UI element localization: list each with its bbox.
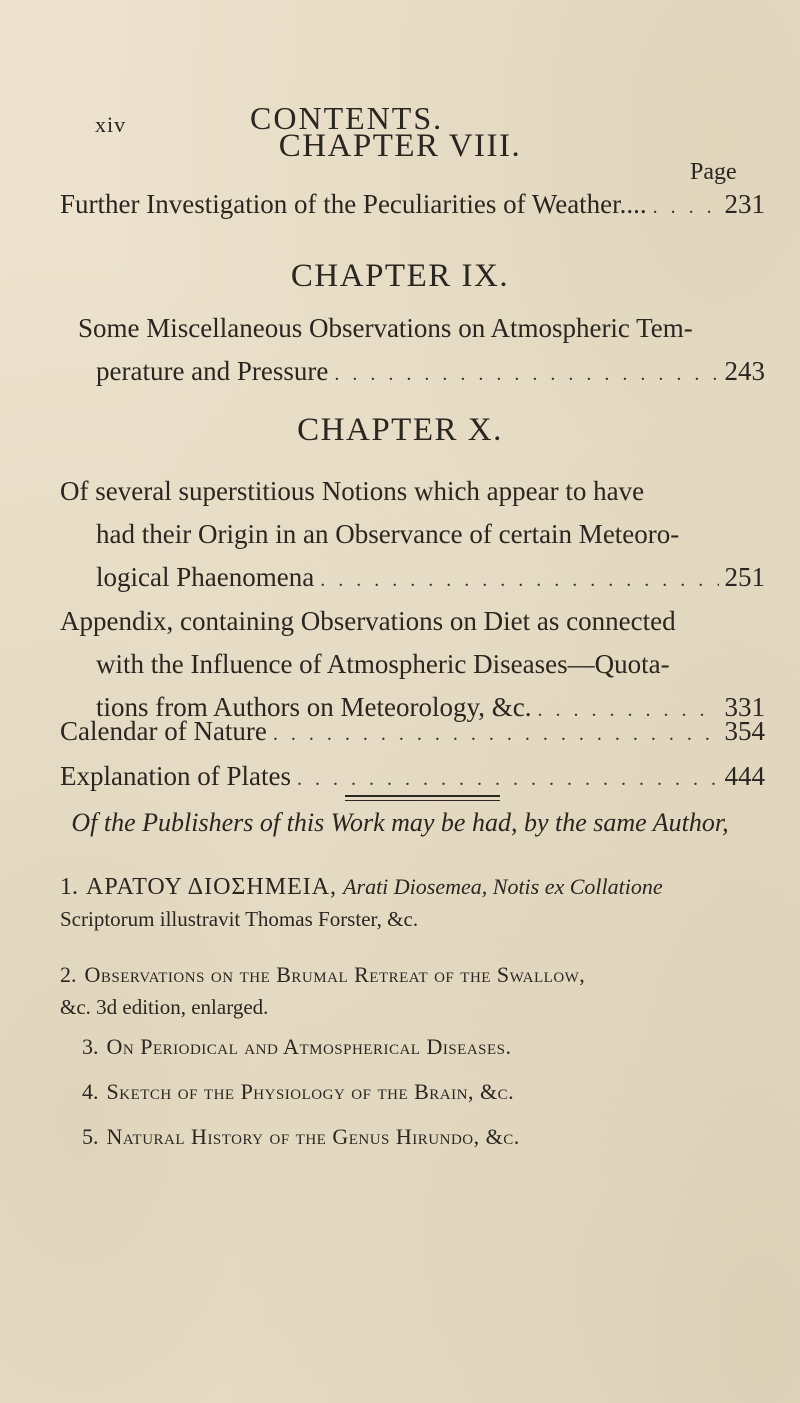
work-title: ΑΡΑΤΟΥ ΔΙΟΣΗΜΕΙΑ,	[86, 874, 338, 900]
work-title: Observations on the Brumal Retreat of the Swallow,	[84, 962, 586, 987]
work-subtitle-cont: &c. 3d edition, enlarged.	[60, 995, 269, 1019]
chapter-heading-ix: CHAPTER IX.	[290, 258, 510, 294]
toc-page-number: 251	[724, 562, 765, 592]
toc-entry-text: with the Influence of Atmospheric Diseases—Quota-	[96, 649, 670, 679]
page-folio: xiv	[95, 112, 127, 137]
toc-entry-calendar-of-nature[interactable]	[60, 710, 765, 756]
work-item-periodical-diseases	[82, 1030, 800, 1064]
toc-entry-text: Appendix, containing Observations on Diet as connected	[60, 606, 676, 636]
work-number: 4.	[82, 1079, 99, 1104]
work-item-arati	[60, 870, 780, 934]
work-number: 5.	[82, 1124, 99, 1149]
page-column-label: Page	[690, 159, 737, 185]
toc-entry-atmospheric-temperature[interactable]	[60, 307, 765, 396]
work-subtitle-cont: Scriptorum illustravit Thomas Forster, &c.	[60, 907, 419, 931]
toc-page-number: 331	[724, 692, 765, 722]
work-title: Sketch of the Physiology of the Brain, &c.	[106, 1079, 515, 1104]
work-title: On Periodical and Atmospherical Diseases.	[106, 1034, 512, 1059]
toc-entry-text: logical Phaenomena	[96, 562, 315, 592]
dot-leader	[334, 353, 718, 396]
toc-entry-text: Of several superstitious Notions which appear to have	[60, 476, 645, 506]
toc-entry-text: Calendar of Nature	[60, 716, 267, 746]
toc-page-number: 354	[724, 716, 765, 746]
work-item-swallow	[60, 958, 780, 1022]
toc-entry-text: Explanation of Plates	[60, 761, 291, 791]
dot-leader	[320, 559, 718, 602]
toc-entry-text: Further Investigation of the Peculiarities of Weather....	[60, 189, 647, 219]
publishers-note: Of the Publishers of this Work may be had, by the same Author,	[71, 808, 729, 837]
section-divider	[345, 795, 500, 801]
chapter-heading-viii: CHAPTER VIII.	[278, 128, 522, 164]
toc-entry-text: tions from Authors on Meteorology, &c.	[96, 692, 532, 722]
work-number: 3.	[82, 1034, 99, 1059]
toc-entry-weather-peculiarities[interactable]	[60, 183, 765, 229]
toc-entry-text: had their Origin in an Observance of certain Meteoro-	[96, 519, 680, 549]
toc-page-number: 444	[724, 761, 765, 791]
toc-page-number: 243	[724, 356, 765, 386]
toc-entry-text: perature and Pressure	[96, 356, 329, 386]
toc-page-number: 231	[724, 189, 765, 219]
work-number: 1.	[60, 874, 78, 900]
work-item-genus-hirundo	[82, 1120, 800, 1154]
work-number: 2.	[60, 962, 77, 987]
toc-entry-text: Some Miscellaneous Observations on Atmospheric Tem-	[78, 313, 693, 343]
work-title: Natural History of the Genus Hirundo, &c.	[106, 1124, 520, 1149]
running-title: CONTENTS.	[250, 100, 444, 136]
chapter-heading-x: CHAPTER X.	[297, 412, 503, 448]
work-item-physiology-brain	[82, 1075, 800, 1109]
dot-leader	[273, 713, 719, 756]
dot-leader	[653, 186, 719, 229]
work-subtitle: Arati Diosemea, Notis ex Collatione	[343, 874, 663, 899]
toc-entry-superstitious-notions[interactable]	[60, 470, 765, 602]
